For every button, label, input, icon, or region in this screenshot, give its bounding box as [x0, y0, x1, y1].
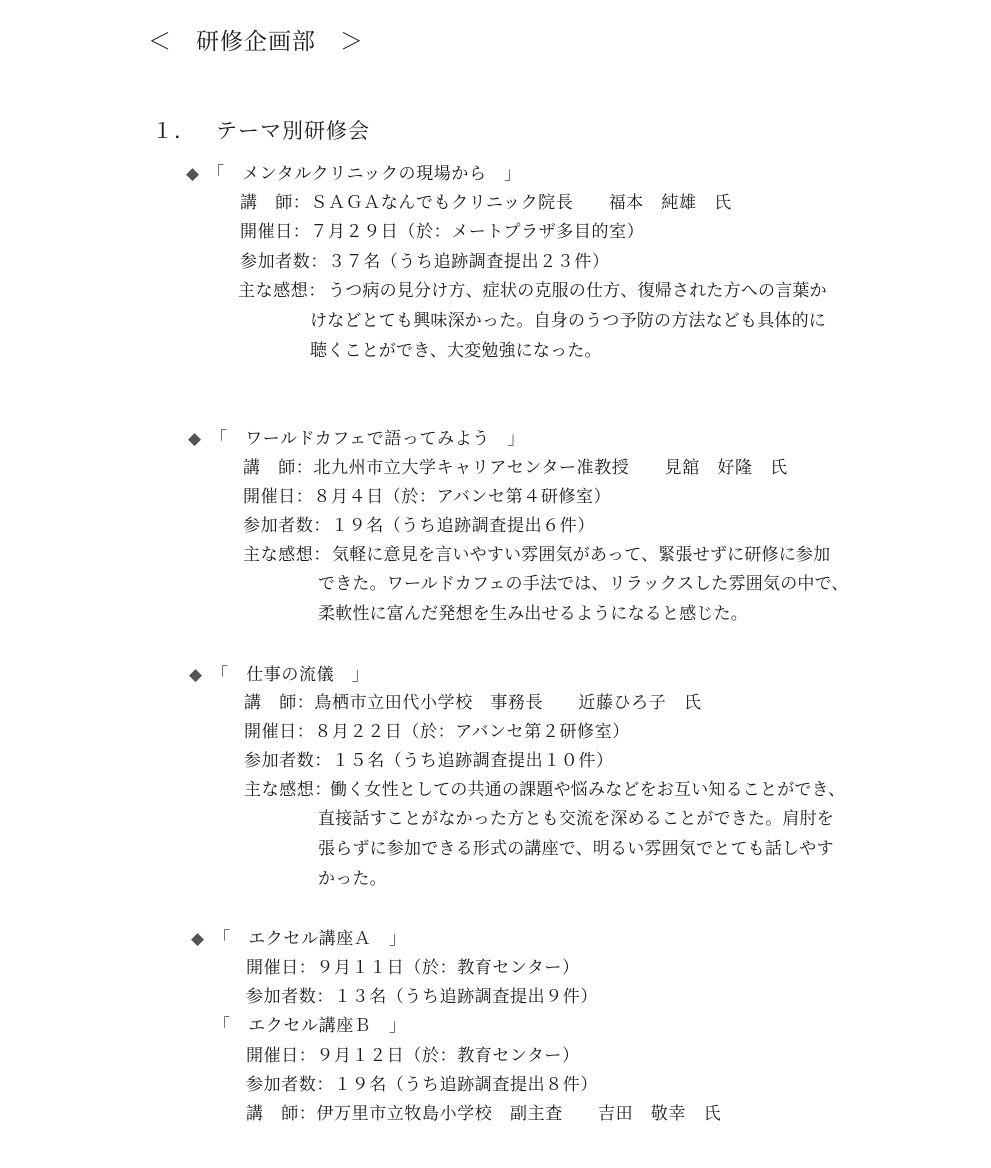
seminar-title: 「 仕事の流儀 」	[211, 665, 370, 685]
impression-line: けなどとても興味深かった。自身のうつ予防の方法なども具体的に	[310, 311, 826, 331]
seminar-date: 開催日：７月２９日（於：メートプラザ多目的室）	[240, 222, 645, 242]
impression-line: 直接話すことがなかった方とも交流を深めることができた。肩肘を	[318, 809, 834, 829]
seminar-participants: 参加者数：１９名（うち追跡調査提出６件）	[243, 516, 595, 536]
seminar-participants: 参加者数：１５名（うち追跡調査提出１０件）	[244, 751, 614, 771]
section-number: １．	[152, 119, 196, 143]
diamond-bullet-icon: ◆	[189, 665, 203, 685]
impression-label: 主な感想：	[238, 281, 326, 301]
seminar-lecturer: 講 師：北九州市立大学キャリアセンター准教授 見舘 好隆 氏	[243, 458, 788, 478]
seminar-participants: 参加者数：３７名（うち追跡調査提出２３件）	[240, 252, 610, 272]
seminar-title: 「 ワールドカフェで語ってみよう 」	[210, 429, 526, 449]
excel-b-date: 開催日：９月１２日（於：教育センター）	[246, 1046, 580, 1066]
impression-line: できた。ワールドカフェの手法では、リラックスした雰囲気の中で、	[318, 574, 849, 594]
impression-label: 主な感想：	[243, 545, 331, 565]
seminar-date: 開催日：８月２２日（於：アバンセ第２研修室）	[244, 722, 630, 742]
impression-line: かった。	[318, 869, 387, 889]
impression-line: 柔軟性に富んだ発想を生み出せるようになると感じた。	[318, 604, 748, 624]
seminar-lecturer: 講 師：鳥栖市立田代小学校 事務長 近藤ひろ子 氏	[244, 693, 702, 713]
impression-line: 気軽に意見を言いやすい雰囲気があって、緊張せずに研修に参加	[332, 545, 831, 565]
impression-line: 聴くことができ、大変勉強になった。	[310, 341, 602, 361]
seminar-title: 「 メンタルクリニックの現場から 」	[207, 164, 522, 184]
excel-a-title: 「 エクセル講座Ａ 」	[213, 929, 407, 949]
excel-b-participants: 参加者数：１９名（うち追跡調査提出８件）	[246, 1075, 598, 1095]
diamond-bullet-icon: ◆	[186, 164, 200, 184]
excel-a-date: 開催日：９月１１日（於：教育センター）	[246, 958, 580, 978]
impression-line: 働く女性としての共通の課題や悩みなどをお互い知ることができ、	[330, 780, 846, 800]
impression-label: 主な感想：	[244, 780, 332, 800]
excel-b-title: 「 エクセル講座Ｂ 」	[213, 1016, 407, 1036]
section-title: テーマ別研修会	[216, 119, 370, 143]
seminar-lecturer: 講 師：ＳＡＧＡなんでもクリニック院長 福本 純雄 氏	[240, 193, 732, 213]
impression-line: 張らずに参加できる形式の講座で、明るい雰囲気でとても話しやす	[318, 839, 834, 859]
diamond-bullet-icon: ◆	[191, 929, 205, 949]
diamond-bullet-icon: ◆	[188, 429, 202, 449]
excel-b-lecturer: 講 師：伊万里市立牧島小学校 副主査 吉田 敬幸 氏	[246, 1104, 722, 1124]
impression-line: うつ病の見分け方、症状の克服の仕方、復帰された方への言葉か	[328, 281, 827, 301]
excel-a-participants: 参加者数：１３名（うち追跡調査提出９件）	[246, 987, 598, 1007]
seminar-date: 開催日：８月４日（於：アバンセ第４研修室）	[243, 487, 612, 507]
page-heading: ＜ 研修企画部 ＞	[148, 29, 364, 55]
